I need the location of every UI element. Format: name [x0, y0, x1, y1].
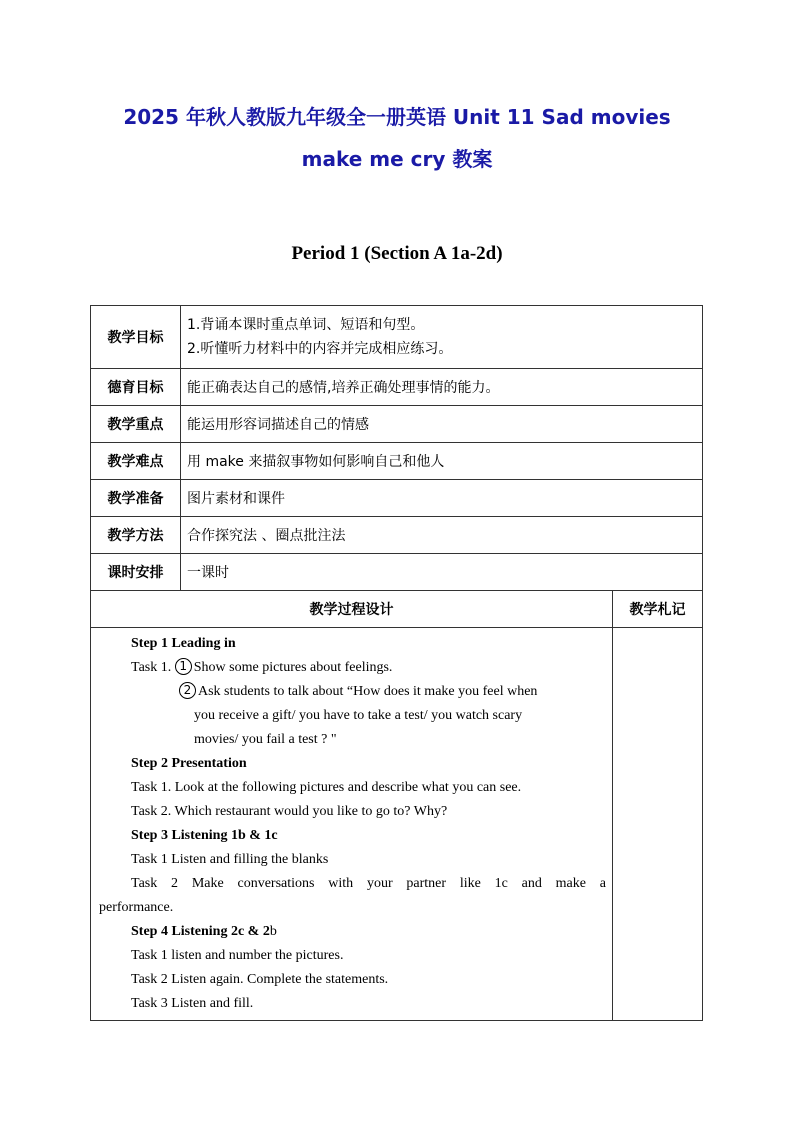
value-preparation: 图片素材和课件	[181, 480, 703, 517]
header-process-design: 教学过程设计	[91, 591, 613, 628]
period-heading: Period 1 (Section A 1a-2d)	[291, 243, 503, 264]
row-process-header	[91, 591, 703, 628]
label-moral-goals: 德育目标	[91, 369, 181, 406]
step4-task1: Task 1 listen and number the pictures.	[131, 948, 344, 963]
label-key-points: 教学重点	[91, 406, 181, 443]
step2-task2: Task 2. Which restaurant would you like to go to? Why?	[131, 804, 448, 819]
document-title-line2: make me cry 教案	[301, 147, 493, 171]
task1-prefix: Task 1.	[131, 660, 172, 675]
step1-heading: Step 1 Leading in	[131, 636, 236, 651]
step3-task1: Task 1 Listen and filling the blanks	[131, 852, 329, 867]
header-teaching-notes: 教学札记	[613, 591, 703, 628]
value-schedule: 一课时	[181, 554, 703, 591]
step3-task2-cont: performance.	[99, 900, 174, 915]
step3-task2: Task 2 Make conversations with your partner like 1c and make a	[131, 876, 606, 891]
label-teaching-goals: 教学目标	[91, 306, 181, 369]
row-moral-goals	[91, 369, 703, 406]
lesson-plan-table	[90, 305, 703, 1021]
value-methods: 合作探究法 、圈点批注法	[181, 517, 703, 554]
circled-number-1: 1	[175, 658, 192, 675]
document-title-line1: 2025 年秋人教版九年级全一册英语 Unit 11 Sad movies	[123, 105, 671, 129]
step4-task2: Task 2 Listen again. Complete the statements.	[131, 972, 389, 987]
step4-task3: Task 3 Listen and fill.	[131, 996, 254, 1011]
value-key-points: 能运用形容词描述自己的情感	[181, 406, 703, 443]
row-preparation	[91, 480, 703, 517]
row-schedule	[91, 554, 703, 591]
label-methods: 教学方法	[91, 517, 181, 554]
value-difficulties: 用 make 来描叙事物如何影响自己和他人	[181, 443, 703, 480]
goal-line-2: 2.听懂听力材料中的内容并完成相应练习。	[187, 341, 453, 357]
row-teaching-goals	[91, 306, 703, 369]
step3-heading: Step 3 Listening 1b & 1c	[131, 828, 278, 843]
goal-line-1: 1.背诵本课时重点单词、短语和句型。	[187, 317, 425, 333]
step2-heading: Step 2 Presentation	[131, 756, 247, 771]
notes-column	[613, 628, 703, 1021]
label-difficulties: 教学难点	[91, 443, 181, 480]
row-difficulties	[91, 443, 703, 480]
label-preparation: 教学准备	[91, 480, 181, 517]
process-content	[91, 628, 613, 1021]
value-moral-goals: 能正确表达自己的感情,培养正确处理事情的能力。	[181, 369, 703, 406]
row-process-body	[91, 628, 703, 1021]
bullet2-cont1: you receive a gift/ you have to take a test/ you watch scary	[194, 708, 523, 723]
step2-task1: Task 1. Look at the following pictures and describe what you can see.	[131, 780, 522, 795]
step1-bullet2	[99, 680, 606, 704]
row-methods	[91, 517, 703, 554]
label-schedule: 课时安排	[91, 554, 181, 591]
circled-number-2: 2	[179, 682, 196, 699]
bullet1-text: Show some pictures about feelings.	[193, 660, 393, 675]
step1-task1	[99, 656, 606, 680]
row-key-points	[91, 406, 703, 443]
step4-heading: Step 4 Listening 2c & 2b	[131, 924, 277, 939]
value-teaching-goals	[181, 306, 703, 369]
bullet2-cont2: movies/ you fail a test ? "	[194, 732, 337, 747]
bullet2-text: Ask students to talk about “How does it make you feel when	[198, 684, 538, 699]
